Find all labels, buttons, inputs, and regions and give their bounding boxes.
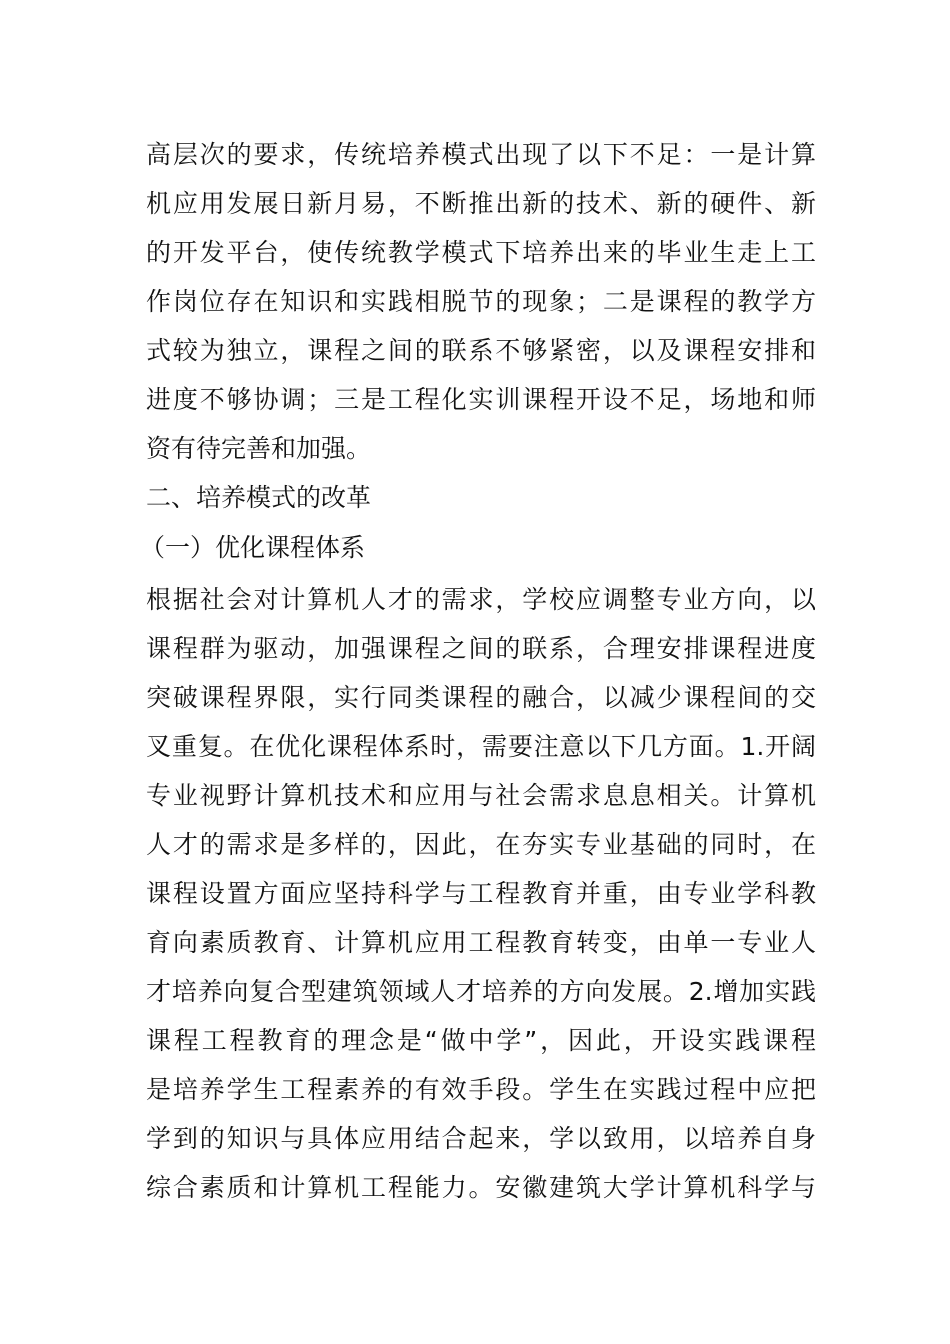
paragraph-2-line-11: 是培养学生工程素养的有效手段。学生在实践过程中应把 [146,1075,816,1104]
paragraph-1-line-3: 的开发平台，使传统教学模式下培养出来的毕业生走上工 [146,238,816,267]
paragraph-2-line-6: 人才的需求是多样的，因此，在夯实专业基础的同时，在 [146,830,816,859]
paragraph-1-line-7: 资有待完善和加强。 [146,434,372,463]
paragraph-2-line-8: 育向素质教育、计算机应用工程教育转变，由单一专业人 [146,928,816,957]
paragraph-2-line-7: 课程设置方面应坚持科学与工程教育并重，由专业学科教 [146,879,816,908]
paragraph-2-line-10: 课程工程教育的理念是“做中学”，因此，开设实践课程 [146,1026,816,1055]
paragraph-1-line-2: 机应用发展日新月易，不断推出新的技术、新的硬件、新 [146,189,816,218]
paragraph-2-line-9: 才培养向复合型建筑领域人才培养的方向发展。2.增加实践 [146,977,816,1006]
paragraph-2-line-3: 突破课程界限，实行同类课程的融合，以减少课程间的交 [146,683,816,712]
paragraph-1-line-1: 高层次的要求，传统培养模式出现了以下不足：一是计算 [146,140,816,169]
paragraph-2-line-5: 专业视野计算机技术和应用与社会需求息息相关。计算机 [146,781,816,810]
paragraph-2-line-13: 综合素质和计算机工程能力。安徽建筑大学计算机科学与 [146,1173,816,1202]
paragraph-1-line-6: 进度不够协调；三是工程化实训课程开设不足，场地和师 [146,385,816,414]
paragraph-1-line-4: 作岗位存在知识和实践相脱节的现象；二是课程的教学方 [146,287,816,316]
subsection-heading: （一）优化课程体系 [140,533,366,562]
paragraph-2-line-2: 课程群为驱动，加强课程之间的联系，合理安排课程进度 [146,634,816,663]
paragraph-2-line-4: 叉重复。在优化课程体系时，需要注意以下几方面。1.开阔 [146,732,816,761]
paragraph-2-line-12: 学到的知识与具体应用结合起来，学以致用，以培养自身 [146,1124,816,1153]
section-heading: 二、培养模式的改革 [146,483,372,512]
paragraph-1-line-5: 式较为独立，课程之间的联系不够紧密，以及课程安排和 [146,336,816,365]
paragraph-2-line-1: 根据社会对计算机人才的需求，学校应调整专业方向，以 [146,585,816,614]
